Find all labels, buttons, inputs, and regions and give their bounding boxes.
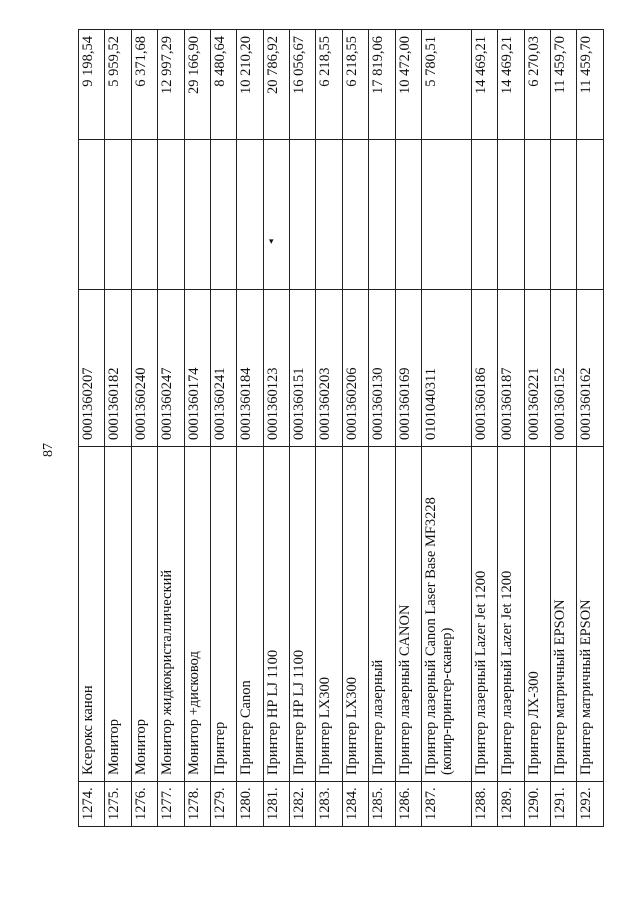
item-name-cell: Принтер лазерный	[369, 447, 395, 782]
amount-cell: 6 218,55	[342, 30, 368, 140]
empty-cell	[369, 140, 395, 290]
empty-cell	[316, 140, 342, 290]
empty-cell	[577, 140, 604, 290]
empty-cell	[263, 140, 289, 290]
amount-cell: 6 371,68	[131, 30, 157, 140]
empty-cell	[421, 140, 471, 290]
table-row	[105, 30, 131, 827]
row-number-cell: 1283.	[316, 782, 342, 827]
inventory-number-cell: 0001360182	[105, 290, 131, 447]
empty-cell	[342, 140, 368, 290]
table-row	[290, 30, 316, 827]
stray-mark: ▾	[269, 236, 274, 246]
table-row	[342, 30, 368, 827]
inventory-table	[78, 29, 604, 827]
empty-cell	[184, 140, 210, 290]
inventory-number-cell: 0001360169	[395, 290, 421, 447]
table-row	[158, 30, 184, 827]
empty-cell	[105, 140, 131, 290]
table-row	[524, 30, 550, 827]
inventory-number-cell: 0001360152	[551, 290, 577, 447]
row-number-cell: 1291.	[551, 782, 577, 827]
empty-cell	[210, 140, 236, 290]
item-name-cell: Принтер матричный EPSON	[577, 447, 604, 782]
inventory-number-cell: 0001360162	[577, 290, 604, 447]
inventory-number-cell: 0001360184	[237, 290, 263, 447]
item-name-cell: Принтер HP LJ 1100	[290, 447, 316, 782]
item-name-cell: Принтер	[210, 447, 236, 782]
table-row	[395, 30, 421, 827]
item-name-cell: Принтер LX300	[342, 447, 368, 782]
table-row	[131, 30, 157, 827]
item-name-cell: Принтер HP LJ 1100	[263, 447, 289, 782]
row-number-cell: 1286.	[395, 782, 421, 827]
empty-cell	[131, 140, 157, 290]
table-row	[421, 30, 471, 827]
inventory-number-cell: 0101040311	[421, 290, 471, 447]
table-row	[79, 30, 105, 827]
inventory-number-cell: 0001360123	[263, 290, 289, 447]
inventory-table-body	[79, 30, 604, 827]
item-name-cell: Принтер лазерный Canon Laser Base MF3228 (копир-принтер-сканер)	[421, 447, 471, 782]
inventory-number-cell: 0001360247	[158, 290, 184, 447]
amount-cell: 10 472,00	[395, 30, 421, 140]
item-name-cell: Принтер Canon	[237, 447, 263, 782]
row-number-cell: 1277.	[158, 782, 184, 827]
table-row	[577, 30, 604, 827]
item-name-cell: Монитор	[131, 447, 157, 782]
row-number-cell: 1275.	[105, 782, 131, 827]
item-name-cell: Ксерокс канон	[79, 447, 105, 782]
item-name-cell: Принтер лазерный Lazer Jet 1200	[471, 447, 497, 782]
table-row	[263, 30, 289, 827]
empty-cell	[498, 140, 524, 290]
inventory-number-cell: 0001360207	[79, 290, 105, 447]
amount-cell: 6 218,55	[316, 30, 342, 140]
item-name-cell: Принтер лазерный Lazer Jet 1200	[498, 447, 524, 782]
item-name-cell: Принтер LX300	[316, 447, 342, 782]
page-number: 87	[41, 443, 56, 457]
row-number-cell: 1287.	[421, 782, 471, 827]
row-number-cell: 1292.	[577, 782, 604, 827]
item-name-cell: Принтер матричный EPSON	[551, 447, 577, 782]
row-number-cell: 1279.	[210, 782, 236, 827]
item-name-cell: Монитор	[105, 447, 131, 782]
inventory-number-cell: 0001360206	[342, 290, 368, 447]
table-row	[184, 30, 210, 827]
amount-cell: 20 786,92	[263, 30, 289, 140]
inventory-number-cell: 0001360151	[290, 290, 316, 447]
table-row	[210, 30, 236, 827]
row-number-cell: 1278.	[184, 782, 210, 827]
table-row	[369, 30, 395, 827]
amount-cell: 10 210,20	[237, 30, 263, 140]
inventory-table-wrapper	[78, 30, 604, 827]
table-row	[237, 30, 263, 827]
empty-cell	[524, 140, 550, 290]
amount-cell: 9 198,54	[79, 30, 105, 140]
empty-cell	[79, 140, 105, 290]
table-row	[498, 30, 524, 827]
inventory-number-cell: 0001360241	[210, 290, 236, 447]
amount-cell: 5 959,52	[105, 30, 131, 140]
row-number-cell: 1288.	[471, 782, 497, 827]
empty-cell	[551, 140, 577, 290]
inventory-number-cell: 0001360203	[316, 290, 342, 447]
amount-cell: 29 166,90	[184, 30, 210, 140]
item-name-cell: Монитор жидкокристаллический	[158, 447, 184, 782]
row-number-cell: 1284.	[342, 782, 368, 827]
empty-cell	[290, 140, 316, 290]
table-row	[551, 30, 577, 827]
empty-cell	[395, 140, 421, 290]
amount-cell: 5 780,51	[421, 30, 471, 140]
table-row	[316, 30, 342, 827]
inventory-number-cell: 0001360130	[369, 290, 395, 447]
empty-cell	[471, 140, 497, 290]
amount-cell: 12 997,29	[158, 30, 184, 140]
amount-cell: 6 270,03	[524, 30, 550, 140]
row-number-cell: 1289.	[498, 782, 524, 827]
inventory-number-cell: 0001360174	[184, 290, 210, 447]
item-name-cell: Принтер ЛХ-300	[524, 447, 550, 782]
row-number-cell: 1285.	[369, 782, 395, 827]
amount-cell: 14 469,21	[498, 30, 524, 140]
row-number-cell: 1280.	[237, 782, 263, 827]
inventory-number-cell: 0001360221	[524, 290, 550, 447]
inventory-number-cell: 0001360187	[498, 290, 524, 447]
inventory-number-cell: 0001360240	[131, 290, 157, 447]
amount-cell: 14 469,21	[471, 30, 497, 140]
amount-cell: 11 459,70	[551, 30, 577, 140]
row-number-cell: 1276.	[131, 782, 157, 827]
empty-cell	[237, 140, 263, 290]
amount-cell: 16 056,67	[290, 30, 316, 140]
item-name-cell: Монитор +дисковод	[184, 447, 210, 782]
amount-cell: 17 819,06	[369, 30, 395, 140]
row-number-cell: 1274.	[79, 782, 105, 827]
row-number-cell: 1281.	[263, 782, 289, 827]
table-row	[471, 30, 497, 827]
amount-cell: 8 480,64	[210, 30, 236, 140]
item-name-cell: Принтер лазерный CANON	[395, 447, 421, 782]
amount-cell: 11 459,70	[577, 30, 604, 140]
inventory-number-cell: 0001360186	[471, 290, 497, 447]
empty-cell	[158, 140, 184, 290]
row-number-cell: 1290.	[524, 782, 550, 827]
row-number-cell: 1282.	[290, 782, 316, 827]
